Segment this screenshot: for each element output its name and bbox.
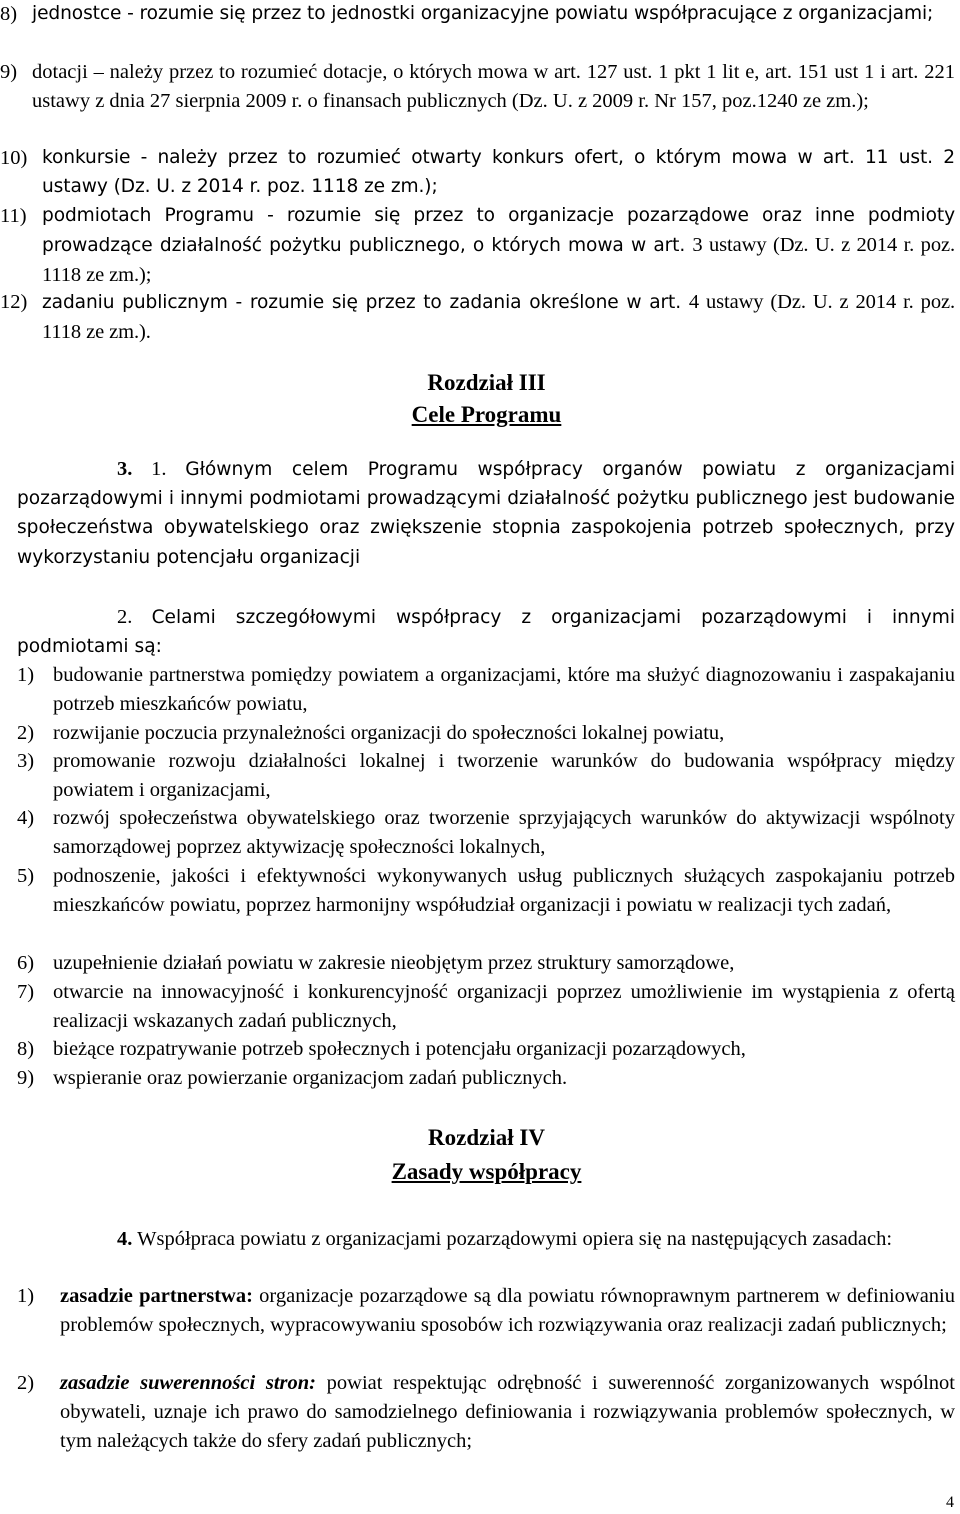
goal-text: rozwijanie poczucia przynależności organizacji do społeczności lokalnej powiatu, xyxy=(53,722,725,744)
list-number: 9) xyxy=(17,1067,35,1089)
definition-text-a: zadaniu publicznym - rozumie się przez to zadania określone w art. xyxy=(42,292,682,313)
principle-body: powiat respektując odrębność i suwerenność zorganizowanych wspólnot obywateli, uznaje ich prawo do samodzielnego definiowania i rozwiązywania problemów społecznych, w tym należących także do sfery zadań publicznych; xyxy=(60,1372,956,1452)
goal-text: rozwój społeczeństwa obywatelskiego oraz tworzenie sprzyjających warunków do aktywizacji wspólnoty samorządowej poprzez aktywizację społeczności lokalnych, xyxy=(53,807,955,858)
list-number: 8) xyxy=(0,3,18,25)
goal-text: wspieranie oraz powierzanie organizacjom zadań publicznych. xyxy=(53,1067,568,1089)
list-number: 11) xyxy=(0,205,27,227)
definition-text-b: 2 ustawy (Dz. U. z 2014 r. poz. 1118 ze zm.); xyxy=(42,147,956,197)
definition-text-a: konkursie - należy przez to rozumieć otwarty konkurs ofert, o którym mowa w art. 11 ust. xyxy=(42,147,933,168)
definition-text xyxy=(0,288,955,348)
goal-item-6 xyxy=(0,949,955,978)
paragraph-3-1 xyxy=(17,455,955,572)
definition-9 xyxy=(0,58,955,116)
list-number: 2) xyxy=(17,722,35,744)
chapter-4-title: Rozdział IV xyxy=(428,1125,545,1150)
list-number: 1) xyxy=(17,664,35,686)
list-number: 12) xyxy=(0,291,28,313)
goal-text: otwarcie na innowacyjność i konkurencyjność organizacji poprzez umożliwienie im wystąpienia z ofertą realizacji wskazanych zadań publicznych, xyxy=(53,981,955,1032)
principle-body: organizacje pozarządowe są dla powiatu równoprawnym partnerem w definiowaniu problemów społecznych, wypracowywaniu sposobów ich rozwiązywania oraz realizacji zadań publicznych; xyxy=(60,1285,955,1336)
principle-label: zasadzie partnerstwa: xyxy=(60,1285,253,1307)
definition-text: jednostce - rozumie się przez to jednostki organizacyjne powiatu współpracujące z organizacjami; xyxy=(32,3,934,24)
definition-text: dotacji – należy przez to rozumieć dotacje, o których mowa w art. 127 ust. 1 pkt 1 lit e, art. 151 ust 1 i art. 221 ustawy z dnia 27 sierpnia 2009 r. o finansach publicznych (Dz. U. z 2009 r. Nr 157, poz.1240 ze zm.); xyxy=(32,61,955,112)
goal-text: podnoszenie, jakości i efektywności wykonywanych usług publicznych służących zaspokajaniu potrzeb mieszkańców powiatu, poprzez harmonijny współudział organizacji i powiatu w realizacji tych zadań, xyxy=(53,865,955,916)
list-number: 7) xyxy=(17,981,35,1003)
list-number: 3) xyxy=(17,750,35,772)
definition-11 xyxy=(0,202,955,290)
definition-text xyxy=(0,144,955,202)
goal-item-1 xyxy=(0,661,955,719)
paragraph-sub-number: 2. xyxy=(117,606,133,628)
goal-item-5 xyxy=(0,862,955,920)
goal-item-2 xyxy=(0,719,955,748)
goal-text: uzupełnienie działań powiatu w zakresie nieobjętym przez struktury samorządowe, xyxy=(53,952,735,974)
list-number: 1) xyxy=(17,1285,35,1307)
definition-8 xyxy=(0,0,955,29)
paragraph-number: 3. xyxy=(117,458,133,480)
list-number: 5) xyxy=(17,865,35,887)
definition-12 xyxy=(0,288,955,348)
goal-item-4 xyxy=(0,804,955,862)
definition-text xyxy=(0,202,955,290)
list-number: 9) xyxy=(0,61,18,83)
goal-text: budowanie partnerstwa pomiędzy powiatem a organizacjami, które ma służyć diagnozowaniu i zaspakajaniu potrzeb mieszkańców powiatu, xyxy=(53,664,955,715)
goal-text: promowanie rozwoju działalności lokalnej i tworzenie warunków do budowania współpracy między powiatem i organizacjami, xyxy=(53,750,955,801)
paragraph-text: Współpraca powiatu z organizacjami pozarządowymi opiera się na następujących zasadach: xyxy=(137,1228,893,1250)
goal-item-9 xyxy=(0,1064,955,1093)
chapter-3-subtitle xyxy=(0,400,960,430)
principle-text xyxy=(0,1282,955,1340)
goal-text: bieżące rozpatrywanie potrzeb społecznych i potencjału organizacji pozarządowych, xyxy=(53,1038,746,1060)
principle-item-1 xyxy=(0,1282,955,1340)
paragraph-4 xyxy=(17,1225,955,1254)
principle-text xyxy=(0,1369,955,1455)
definition-text-a: podmiotach Programu - rozumie się przez to organizacje pozarządowe oraz inne podmioty prowadzące działalność pożytku publicznego, o których mowa w art. xyxy=(42,205,955,256)
principle-item-2 xyxy=(0,1369,955,1455)
list-number: 2) xyxy=(17,1372,35,1394)
list-number: 6) xyxy=(17,952,35,974)
list-number: 8) xyxy=(17,1038,35,1060)
chapter-4-subtitle xyxy=(0,1157,960,1187)
paragraph-number: 4. xyxy=(117,1228,133,1250)
chapter-3-subtitle-text: Cele Programu xyxy=(411,402,562,427)
list-number: 10) xyxy=(0,147,28,169)
goal-item-3 xyxy=(0,747,955,805)
chapter-3-title: Rozdział III xyxy=(427,370,546,395)
definition-10 xyxy=(0,144,955,202)
page-number: 4 xyxy=(946,1494,954,1511)
definition-text-b: 4 ustawy (Dz. U. z 2014 r. poz. 1118 ze zm.). xyxy=(42,291,956,343)
chapter-4-subtitle-text: Zasady współpracy xyxy=(391,1159,582,1184)
goal-item-7 xyxy=(0,978,955,1036)
list-number: 4) xyxy=(17,807,35,829)
paragraph-3-2 xyxy=(17,603,955,661)
paragraph-text: Celami szczegółowymi współpracy z organizacjami pozarządowymi i innymi podmiotami są: xyxy=(17,607,956,658)
goal-item-8 xyxy=(0,1035,955,1064)
paragraph-sub-number: 1. xyxy=(151,458,167,480)
principle-label: zasadzie suwerenności stron: xyxy=(60,1372,316,1394)
paragraph-text: Głównym celem Programu współpracy organów powiatu z organizacjami pozarządowymi i innymi podmiotami prowadzącymi działalność pożytku publicznego jest budowanie społeczeństwa obywatelskiego oraz zwiększenie stopnia zaspokojenia potrzeb społecznych, przy wykorzystaniu potencjału organizacji xyxy=(17,459,956,568)
definition-text-b: 3 ustawy (Dz. U. z 2014 r. poz. 1118 ze zm.); xyxy=(42,233,955,286)
